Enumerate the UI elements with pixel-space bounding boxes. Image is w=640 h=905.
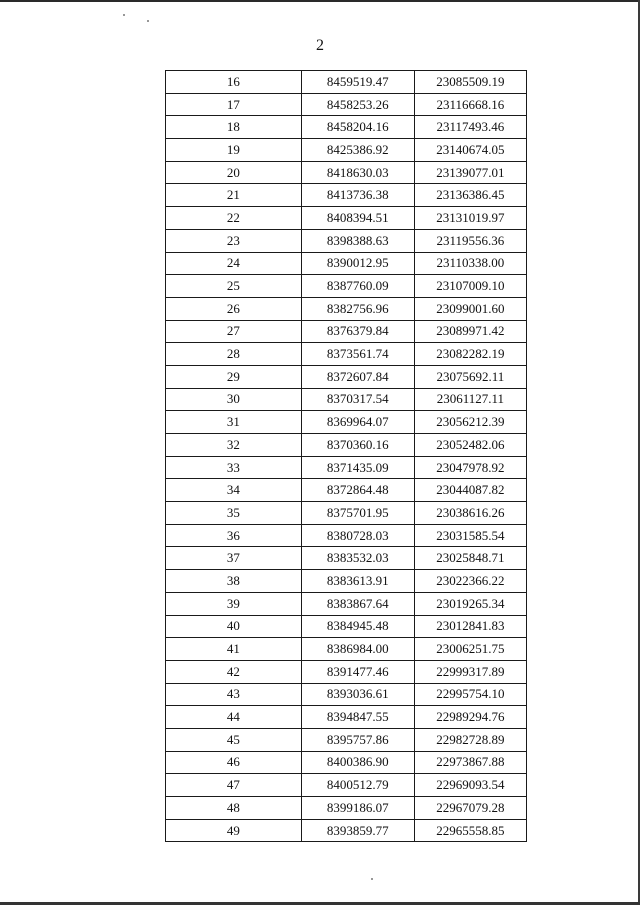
x-coordinate-cell: 8390012.95: [301, 252, 414, 275]
table-row: [166, 774, 527, 797]
y-coordinate-cell: 23117493.46: [414, 116, 526, 139]
point-number-cell: 20: [166, 161, 302, 184]
table-row: [166, 139, 527, 162]
y-coordinate-cell: 22999317.89: [414, 660, 526, 683]
scan-speck: [371, 878, 373, 880]
x-coordinate-cell: 8408394.51: [301, 207, 414, 230]
table-row: [166, 615, 527, 638]
point-number-cell: 22: [166, 207, 302, 230]
point-number-cell: 27: [166, 320, 302, 343]
scan-edge-top: [0, 0, 640, 2]
y-coordinate-cell: 22995754.10: [414, 683, 526, 706]
point-number-cell: 21: [166, 184, 302, 207]
point-number-cell: 39: [166, 592, 302, 615]
y-coordinate-cell: 23140674.05: [414, 139, 526, 162]
table-row: [166, 297, 527, 320]
y-coordinate-cell: 23022366.22: [414, 570, 526, 593]
y-coordinate-cell: 23075692.11: [414, 365, 526, 388]
point-number-cell: 47: [166, 774, 302, 797]
point-number-cell: 32: [166, 434, 302, 457]
table-row: [166, 819, 527, 842]
y-coordinate-cell: 22982728.89: [414, 728, 526, 751]
x-coordinate-cell: 8399186.07: [301, 797, 414, 820]
y-coordinate-cell: 23019265.34: [414, 592, 526, 615]
table-row: [166, 570, 527, 593]
table-row: [166, 207, 527, 230]
y-coordinate-cell: 23056212.39: [414, 411, 526, 434]
point-number-cell: 44: [166, 706, 302, 729]
coordinates-table-body: [166, 71, 527, 842]
point-number-cell: 45: [166, 728, 302, 751]
x-coordinate-cell: 8386984.00: [301, 638, 414, 661]
table-row: [166, 343, 527, 366]
point-number-cell: 29: [166, 365, 302, 388]
x-coordinate-cell: 8393036.61: [301, 683, 414, 706]
x-coordinate-cell: 8400386.90: [301, 751, 414, 774]
point-number-cell: 17: [166, 93, 302, 116]
x-coordinate-cell: 8383613.91: [301, 570, 414, 593]
point-number-cell: 26: [166, 297, 302, 320]
table-row: [166, 229, 527, 252]
table-row: [166, 479, 527, 502]
y-coordinate-cell: 22973867.88: [414, 751, 526, 774]
point-number-cell: 23: [166, 229, 302, 252]
table-row: [166, 547, 527, 570]
table-row: [166, 320, 527, 343]
y-coordinate-cell: 23089971.42: [414, 320, 526, 343]
table-row: [166, 751, 527, 774]
y-coordinate-cell: 23136386.45: [414, 184, 526, 207]
y-coordinate-cell: 23044087.82: [414, 479, 526, 502]
page-number: 2: [316, 37, 324, 54]
table-row: [166, 797, 527, 820]
point-number-cell: 36: [166, 524, 302, 547]
point-number-cell: 25: [166, 275, 302, 298]
y-coordinate-cell: 22969093.54: [414, 774, 526, 797]
table-row: [166, 252, 527, 275]
y-coordinate-cell: 23116668.16: [414, 93, 526, 116]
table-row: [166, 728, 527, 751]
coordinates-table: [165, 70, 527, 842]
point-number-cell: 41: [166, 638, 302, 661]
table-row: [166, 388, 527, 411]
point-number-cell: 48: [166, 797, 302, 820]
table-row: [166, 434, 527, 457]
x-coordinate-cell: 8380728.03: [301, 524, 414, 547]
x-coordinate-cell: 8370360.16: [301, 434, 414, 457]
x-coordinate-cell: 8383532.03: [301, 547, 414, 570]
table-row: [166, 683, 527, 706]
x-coordinate-cell: 8387760.09: [301, 275, 414, 298]
y-coordinate-cell: 23131019.97: [414, 207, 526, 230]
x-coordinate-cell: 8369964.07: [301, 411, 414, 434]
y-coordinate-cell: 23139077.01: [414, 161, 526, 184]
table-row: [166, 524, 527, 547]
y-coordinate-cell: 23082282.19: [414, 343, 526, 366]
y-coordinate-cell: 23052482.06: [414, 434, 526, 457]
point-number-cell: 34: [166, 479, 302, 502]
y-coordinate-cell: 23006251.75: [414, 638, 526, 661]
point-number-cell: 24: [166, 252, 302, 275]
point-number-cell: 18: [166, 116, 302, 139]
y-coordinate-cell: 23119556.36: [414, 229, 526, 252]
x-coordinate-cell: 8383867.64: [301, 592, 414, 615]
point-number-cell: 42: [166, 660, 302, 683]
x-coordinate-cell: 8384945.48: [301, 615, 414, 638]
table-row: [166, 660, 527, 683]
point-number-cell: 28: [166, 343, 302, 366]
x-coordinate-cell: 8372607.84: [301, 365, 414, 388]
y-coordinate-cell: 23025848.71: [414, 547, 526, 570]
point-number-cell: 37: [166, 547, 302, 570]
table-row: [166, 93, 527, 116]
y-coordinate-cell: 23061127.11: [414, 388, 526, 411]
table-row: [166, 638, 527, 661]
table-row: [166, 161, 527, 184]
point-number-cell: 49: [166, 819, 302, 842]
table-row: [166, 592, 527, 615]
x-coordinate-cell: 8400512.79: [301, 774, 414, 797]
x-coordinate-cell: 8393859.77: [301, 819, 414, 842]
point-number-cell: 30: [166, 388, 302, 411]
table-row: [166, 502, 527, 525]
table-row: [166, 116, 527, 139]
point-number-cell: 40: [166, 615, 302, 638]
x-coordinate-cell: 8394847.55: [301, 706, 414, 729]
x-coordinate-cell: 8458253.26: [301, 93, 414, 116]
x-coordinate-cell: 8375701.95: [301, 502, 414, 525]
x-coordinate-cell: 8382756.96: [301, 297, 414, 320]
table-row: [166, 456, 527, 479]
point-number-cell: 33: [166, 456, 302, 479]
x-coordinate-cell: 8371435.09: [301, 456, 414, 479]
table-row: [166, 184, 527, 207]
table-row: [166, 706, 527, 729]
x-coordinate-cell: 8376379.84: [301, 320, 414, 343]
y-coordinate-cell: 23047978.92: [414, 456, 526, 479]
x-coordinate-cell: 8370317.54: [301, 388, 414, 411]
x-coordinate-cell: 8459519.47: [301, 71, 414, 94]
y-coordinate-cell: 23107009.10: [414, 275, 526, 298]
table-row: [166, 365, 527, 388]
y-coordinate-cell: 23085509.19: [414, 71, 526, 94]
y-coordinate-cell: 22965558.85: [414, 819, 526, 842]
scan-speck: [123, 14, 125, 16]
table-row: [166, 71, 527, 94]
table-row: [166, 411, 527, 434]
y-coordinate-cell: 23099001.60: [414, 297, 526, 320]
scan-speck: [147, 20, 149, 22]
y-coordinate-cell: 22967079.28: [414, 797, 526, 820]
x-coordinate-cell: 8458204.16: [301, 116, 414, 139]
y-coordinate-cell: 22989294.76: [414, 706, 526, 729]
table-row: [166, 275, 527, 298]
x-coordinate-cell: 8425386.92: [301, 139, 414, 162]
x-coordinate-cell: 8413736.38: [301, 184, 414, 207]
point-number-cell: 35: [166, 502, 302, 525]
y-coordinate-cell: 23031585.54: [414, 524, 526, 547]
x-coordinate-cell: 8395757.86: [301, 728, 414, 751]
point-number-cell: 43: [166, 683, 302, 706]
point-number-cell: 16: [166, 71, 302, 94]
point-number-cell: 38: [166, 570, 302, 593]
x-coordinate-cell: 8398388.63: [301, 229, 414, 252]
y-coordinate-cell: 23110338.00: [414, 252, 526, 275]
y-coordinate-cell: 23038616.26: [414, 502, 526, 525]
point-number-cell: 31: [166, 411, 302, 434]
y-coordinate-cell: 23012841.83: [414, 615, 526, 638]
point-number-cell: 46: [166, 751, 302, 774]
x-coordinate-cell: 8373561.74: [301, 343, 414, 366]
point-number-cell: 19: [166, 139, 302, 162]
x-coordinate-cell: 8372864.48: [301, 479, 414, 502]
x-coordinate-cell: 8418630.03: [301, 161, 414, 184]
x-coordinate-cell: 8391477.46: [301, 660, 414, 683]
